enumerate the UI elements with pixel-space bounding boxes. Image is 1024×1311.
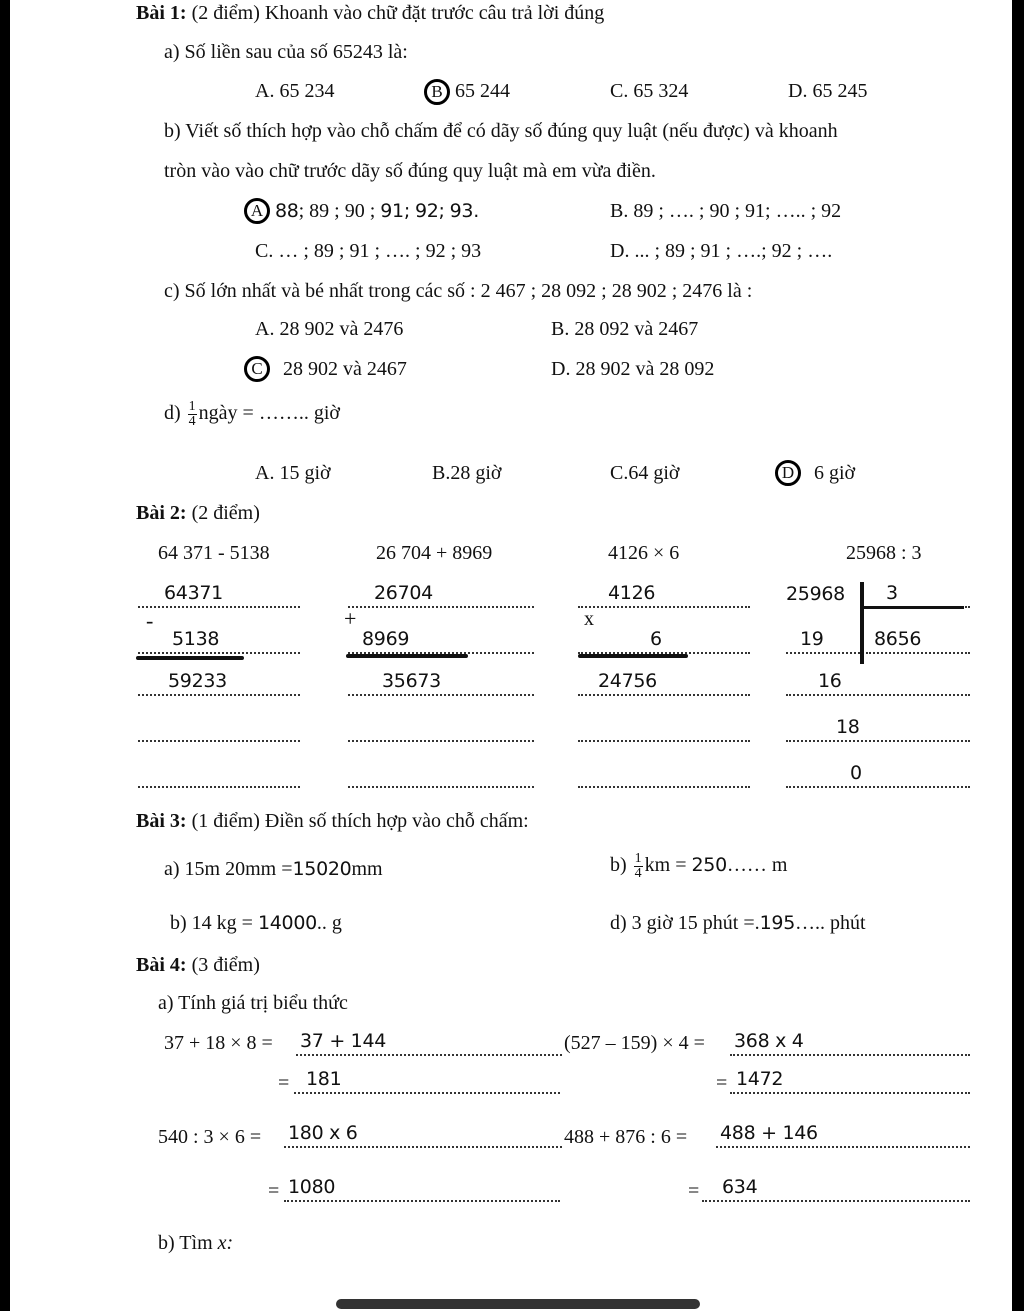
fill-92: 92;	[414, 200, 445, 222]
problem3-line3: 24756	[578, 670, 750, 696]
bai1-b-option-c: C. … ; 89 ; 91 ; …. ; 92 ; 93	[255, 240, 482, 262]
bai1-c-question: c) Số lớn nhất và bé nhất trong các số : 2 467 ; 28 092 ; 28 902 ; 2476 là :	[164, 280, 753, 302]
bai1-d-option-a: A. 15 giờ	[255, 462, 331, 484]
bai3-d: d) 3 giờ 15 phút =.195….. phút	[610, 912, 866, 934]
expr3-equals: =	[268, 1180, 280, 1202]
expr2-equals: =	[716, 1072, 728, 1094]
division-remainder-1: 19	[786, 628, 860, 654]
problem3-expression: 4126 × 6	[608, 542, 680, 564]
problem3-underline	[578, 654, 688, 658]
bai1-b-line2: tròn vào vào chữ trước dãy số đúng quy luật mà em vừa điền.	[164, 160, 656, 182]
bai2-heading	[136, 502, 260, 525]
bai3-heading	[136, 810, 529, 833]
bai1-a-option-c: C. 65 324	[610, 80, 689, 102]
expr1-question: 37 + 18 × 8 =	[164, 1032, 273, 1054]
bai1-d-option-c: C.64 giờ	[610, 462, 680, 484]
bai3-title: Bài 3:	[136, 810, 187, 832]
bai1-desc: (2 điểm) Khoanh vào chữ đặt trước câu trả lời đúng	[191, 2, 605, 24]
left-edge	[0, 0, 10, 1311]
problem3-line2: 6	[578, 628, 750, 654]
bai1-c-option-a: A. 28 902 và 2476	[255, 318, 404, 340]
fraction-one-quarter: $\frac{1}{4}$	[188, 399, 196, 429]
expr2-step1: 368 x 4	[730, 1030, 970, 1056]
problem2-line2: 8969	[348, 628, 534, 654]
bai1-b-option-a-fixed: ; 89 ; 90 ;	[298, 200, 376, 222]
problem3-sign: x	[584, 608, 594, 630]
bai3-b1-answer: 250	[691, 854, 727, 877]
bai4-a-label: a) Tính giá trị biểu thức	[158, 992, 348, 1014]
expr2-step2: 1472	[730, 1068, 970, 1094]
bai3-a-answer: 15020	[292, 858, 352, 880]
bai1-a-option-d: D. 65 245	[788, 80, 868, 102]
problem2-line5	[348, 762, 534, 788]
bai1-d-option-b: B.28 giờ	[432, 462, 502, 484]
bai3-d-answer: 195	[759, 912, 796, 934]
bai1-b-option-a	[275, 200, 479, 223]
problem1-line2: 5138	[138, 628, 300, 654]
problem1-expression: 64 371 - 5138	[158, 542, 270, 564]
bai1-d-question	[164, 400, 340, 429]
problem3-line5	[578, 762, 750, 788]
fill-93: 93.	[449, 200, 479, 222]
fill-91: 91;	[380, 200, 410, 222]
bai1-c-option-d: D. 28 902 và 28 092	[551, 358, 715, 380]
bai2-desc: (2 điểm)	[191, 502, 260, 524]
bai3-b2: b) 14 kg = 14000.. g	[170, 912, 342, 934]
home-indicator-bar[interactable]	[336, 1299, 700, 1309]
expr3-step2: 1080	[284, 1176, 560, 1202]
bai1-d-text: ngày = …….. giờ	[198, 402, 340, 425]
bai1-d-label: d)	[164, 402, 181, 425]
bai3-b1: b) $\frac{1}{4}$ km = 250…… m	[610, 851, 788, 881]
division-divisor-line: 3	[866, 582, 970, 608]
fill-88: 88	[275, 200, 299, 222]
expr4-step1: 488 + 146	[716, 1122, 970, 1148]
bai1-heading	[136, 2, 604, 25]
division-remainder-4: 0	[786, 762, 970, 788]
problem1-line3: 59233	[138, 670, 300, 696]
division-horizontal-bar	[862, 606, 964, 609]
bai4-title: Bài 4:	[136, 954, 187, 976]
division-remainder-2: 16	[786, 670, 970, 696]
bai4-desc: (3 điểm)	[191, 954, 260, 976]
bai1-a-option-a: A. 65 234	[255, 80, 335, 102]
bai1-c-option-c: 28 902 và 2467	[283, 358, 407, 380]
bai1-a-option-b: 65 244	[455, 80, 510, 102]
expr4-step2: 634	[702, 1176, 970, 1202]
problem4-expression: 25968 : 3	[846, 542, 922, 564]
problem2-expression: 26 704 + 8969	[376, 542, 493, 564]
bai4-heading	[136, 954, 260, 977]
problem1-line5	[138, 762, 300, 788]
fraction-one-quarter-km: $\frac{1}{4}$	[634, 851, 642, 881]
problem2-line1: 26704	[348, 582, 534, 608]
expr2-question: (527 – 159) × 4 =	[564, 1032, 705, 1054]
bai1-d-option-d: 6 giờ	[814, 462, 856, 484]
problem3-line1: 4126	[578, 582, 750, 608]
right-edge	[1012, 0, 1024, 1311]
problem2-line4	[348, 716, 534, 742]
problem2-sign: +	[344, 606, 357, 631]
problem2-line3: 35673	[348, 670, 534, 696]
bai3-a: a) 15m 20mm =15020mm	[164, 858, 383, 880]
variable-x: x:	[217, 1232, 234, 1254]
division-remainder-3: 18	[786, 716, 970, 742]
expr1-equals: =	[278, 1072, 290, 1094]
answer-circle-b: B	[424, 79, 450, 105]
expr4-question: 488 + 876 : 6 =	[564, 1126, 688, 1148]
answer-circle-d: D	[775, 460, 801, 486]
bai2-title: Bài 2:	[136, 502, 187, 524]
problem1-line1: 64371	[138, 582, 300, 608]
problem1-line4	[138, 716, 300, 742]
bai1-b-option-b: B. 89 ; …. ; 90 ; 91; ….. ; 92	[610, 200, 842, 222]
answer-circle-c: C	[244, 356, 270, 382]
problem2-underline	[346, 654, 468, 658]
bai1-b-line1: b) Viết số thích hợp vào chỗ chấm để có dãy số đúng quy luật (nếu được) và khoanh	[164, 120, 838, 142]
answer-circle-a: A	[244, 198, 270, 224]
bai1-c-option-b: B. 28 092 và 2467	[551, 318, 699, 340]
expr4-equals: =	[688, 1180, 700, 1202]
problem3-line4	[578, 716, 750, 742]
expr3-step1: 180 x 6	[284, 1122, 562, 1148]
bai4-b-label: b) Tìm x:	[158, 1232, 234, 1254]
bai3-b2-answer: 14000	[257, 912, 317, 934]
bai1-b-option-d: D. ... ; 89 ; 91 ; ….; 92 ; ….	[610, 240, 833, 262]
division-quotient: 8656	[866, 628, 970, 654]
expr3-question: 540 : 3 × 6 =	[158, 1126, 262, 1148]
expr1-step1: 37 + 144	[296, 1030, 562, 1056]
bai1-title: Bài 1:	[136, 2, 187, 24]
bai1-a-question: a) Số liền sau của số 65243 là:	[164, 41, 408, 63]
bai3-desc: (1 điểm) Điền số thích hợp vào chỗ chấm:	[191, 810, 529, 832]
problem1-underline	[136, 656, 244, 660]
expr1-step2: 181	[294, 1068, 560, 1094]
division-dividend: 25968	[786, 583, 845, 605]
division-vertical-bar	[860, 582, 864, 664]
problem1-sign: -	[146, 608, 154, 633]
